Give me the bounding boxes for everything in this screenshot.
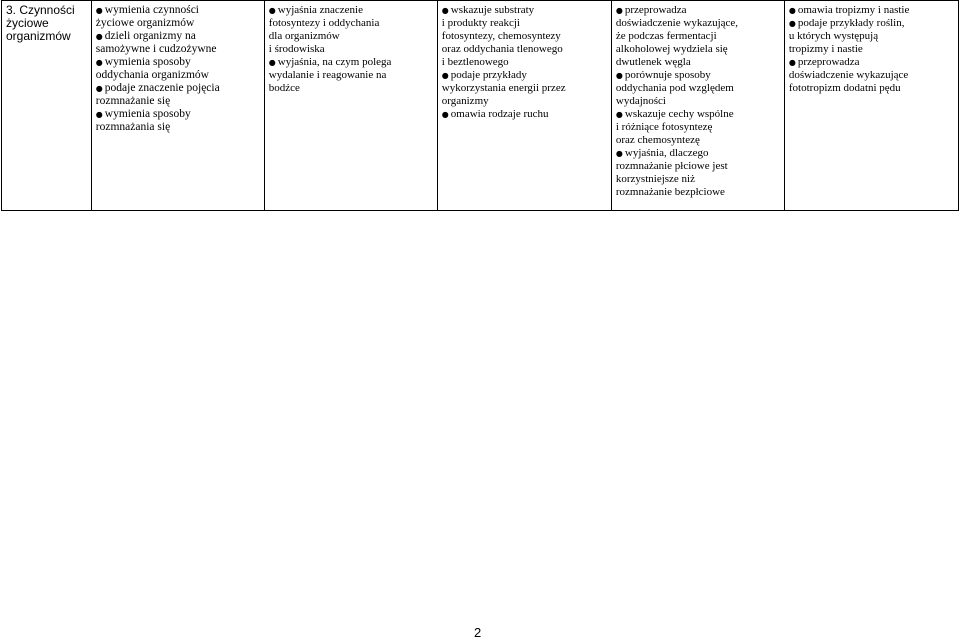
- list-item-text: rozmnażanie płciowe jest: [615, 160, 728, 172]
- bullet-icon: ●: [95, 84, 103, 93]
- list-item: [442, 108, 607, 121]
- list-item-text: przeprowadza: [624, 4, 687, 16]
- list-item-continuation: [442, 43, 607, 56]
- list-item-text: bodźce: [268, 82, 300, 94]
- list-item-text: u których występują: [788, 30, 879, 42]
- list-item-text: życiowe organizmów: [95, 17, 195, 29]
- list-item-text: korzystniejsze niż: [615, 173, 695, 185]
- list-item-continuation: [616, 95, 780, 108]
- list-item-text: wyjaśnia, na czym polega: [277, 56, 392, 68]
- bullet-icon: ●: [788, 19, 796, 28]
- list-item-continuation: [269, 17, 433, 30]
- list-item: [789, 4, 954, 17]
- list-item-text: przeprowadza: [797, 56, 860, 68]
- requirements-list: [442, 4, 607, 121]
- list-item-continuation: [269, 69, 433, 82]
- list-item: [96, 82, 260, 95]
- bullet-icon: ●: [788, 58, 796, 67]
- list-item-text: dwutlenek węgla: [615, 56, 691, 68]
- list-item-text: rozmnażania się: [95, 121, 171, 133]
- bullet-icon: ●: [788, 6, 796, 15]
- list-item-continuation: [616, 186, 780, 199]
- list-item-continuation: [269, 30, 433, 43]
- list-item-text: omawia rodzaje ruchu: [450, 108, 549, 120]
- list-item-text: i różniące fotosyntezę: [615, 121, 713, 133]
- list-item-text: fotosyntezy i oddychania: [268, 17, 380, 29]
- bullet-icon: ●: [441, 71, 449, 80]
- requirements-list: [269, 4, 433, 95]
- bullet-icon: ●: [268, 6, 276, 15]
- requirements-list: [789, 4, 954, 95]
- list-item-continuation: [616, 43, 780, 56]
- list-item-text: że podczas fermentacji: [615, 30, 717, 42]
- table-row: [2, 1, 959, 211]
- list-item-text: i środowiska: [268, 43, 325, 55]
- list-item-text: podaje znaczenie pojęcia: [104, 82, 220, 94]
- list-item: [96, 4, 260, 17]
- section-label: 3. Czynności życiowe organizmów: [6, 3, 75, 43]
- bullet-icon: ●: [441, 110, 449, 119]
- list-item-continuation: [616, 30, 780, 43]
- bullet-icon: ●: [441, 6, 449, 15]
- list-item-text: wykorzystania energii przez: [441, 82, 566, 94]
- list-item-text: wymienia sposoby: [104, 56, 191, 68]
- list-item: [789, 17, 954, 30]
- list-item-continuation: [616, 173, 780, 186]
- requirements-cell-2: [264, 1, 437, 211]
- list-item: [269, 56, 433, 69]
- list-item-text: tropizmy i nastie: [788, 43, 863, 55]
- list-item: [789, 56, 954, 69]
- list-item: [96, 30, 260, 43]
- list-item-continuation: [616, 82, 780, 95]
- requirements-cell-3: [437, 1, 611, 211]
- list-item-continuation: [96, 95, 260, 108]
- requirements-cell-1: [91, 1, 264, 211]
- bullet-icon: ●: [615, 71, 623, 80]
- list-item-text: wymienia czynności: [104, 4, 199, 16]
- bullet-icon: ●: [615, 6, 623, 15]
- list-item-text: wskazuje cechy wspólne: [624, 108, 734, 120]
- list-item-continuation: [96, 43, 260, 56]
- list-item-text: rozmnażanie bezpłciowe: [615, 186, 725, 198]
- list-item: [442, 4, 607, 17]
- requirements-cell-5: [784, 1, 958, 211]
- list-item-text: organizmy: [441, 95, 489, 107]
- list-item-text: oraz oddychania tlenowego: [441, 43, 563, 55]
- requirements-cell-4: [611, 1, 784, 211]
- list-item: [442, 69, 607, 82]
- list-item-continuation: [269, 43, 433, 56]
- list-item-continuation: [442, 56, 607, 69]
- section-label-cell: [2, 1, 92, 211]
- bullet-icon: ●: [95, 110, 103, 119]
- bullet-icon: ●: [95, 6, 103, 15]
- list-item-continuation: [616, 56, 780, 69]
- list-item-text: oddychania organizmów: [95, 69, 209, 81]
- list-item-text: wydalanie i reagowanie na: [268, 69, 387, 81]
- list-item-text: wskazuje substraty: [450, 4, 535, 16]
- list-item-text: podaje przykłady roślin,: [797, 17, 905, 29]
- list-item-text: alkoholowej wydziela się: [615, 43, 728, 55]
- list-item-continuation: [96, 69, 260, 82]
- list-item-text: fototropizm dodatni pędu: [788, 82, 901, 94]
- bullet-icon: ●: [615, 149, 623, 158]
- list-item-continuation: [442, 30, 607, 43]
- list-item-text: porównuje sposoby: [624, 69, 711, 81]
- list-item-text: omawia tropizmy i nastie: [797, 4, 910, 16]
- list-item-text: fotosyntezy, chemosyntezy: [441, 30, 561, 42]
- list-item-text: oddychania pod względem: [615, 82, 734, 94]
- requirements-list: [96, 4, 260, 134]
- list-item-text: podaje przykłady: [450, 69, 527, 81]
- bullet-icon: ●: [95, 32, 103, 41]
- list-item: [96, 56, 260, 69]
- list-item-continuation: [789, 82, 954, 95]
- list-item-continuation: [269, 82, 433, 95]
- list-item-text: rozmnażanie się: [95, 95, 171, 107]
- list-item-text: i beztlenowego: [441, 56, 509, 68]
- list-item-text: oraz chemosyntezę: [615, 134, 700, 146]
- list-item: [269, 4, 433, 17]
- list-item-text: wyjaśnia, dlaczego: [624, 147, 709, 159]
- list-item-text: wymienia sposoby: [104, 108, 191, 120]
- list-item-continuation: [96, 121, 260, 134]
- list-item-continuation: [616, 160, 780, 173]
- bullet-icon: ●: [615, 110, 623, 119]
- bullet-icon: ●: [268, 58, 276, 67]
- list-item-text: wyjaśnia znaczenie: [277, 4, 363, 16]
- list-item-continuation: [442, 17, 607, 30]
- list-item-continuation: [442, 82, 607, 95]
- list-item-text: doświadczenie wykazujące: [788, 69, 909, 81]
- list-item-continuation: [616, 17, 780, 30]
- list-item-text: i produkty reakcji: [441, 17, 520, 29]
- list-item-continuation: [789, 69, 954, 82]
- list-item-continuation: [789, 30, 954, 43]
- list-item-text: samożywne i cudzożywne: [95, 43, 217, 55]
- list-item-continuation: [616, 121, 780, 134]
- list-item-continuation: [616, 134, 780, 147]
- list-item: [616, 147, 780, 160]
- list-item: [96, 108, 260, 121]
- page-number: 2: [474, 625, 482, 640]
- curriculum-table: [1, 0, 959, 211]
- requirements-list: [616, 4, 780, 199]
- list-item-continuation: [96, 17, 260, 30]
- list-item-text: dzieli organizmy na: [104, 30, 196, 42]
- list-item-continuation: [442, 95, 607, 108]
- list-item-text: dla organizmów: [268, 30, 340, 42]
- list-item: [616, 69, 780, 82]
- list-item-continuation: [789, 43, 954, 56]
- bullet-icon: ●: [95, 58, 103, 67]
- list-item: [616, 4, 780, 17]
- list-item-text: doświadczenie wykazujące,: [615, 17, 739, 29]
- list-item-text: wydajności: [615, 95, 666, 107]
- list-item: [616, 108, 780, 121]
